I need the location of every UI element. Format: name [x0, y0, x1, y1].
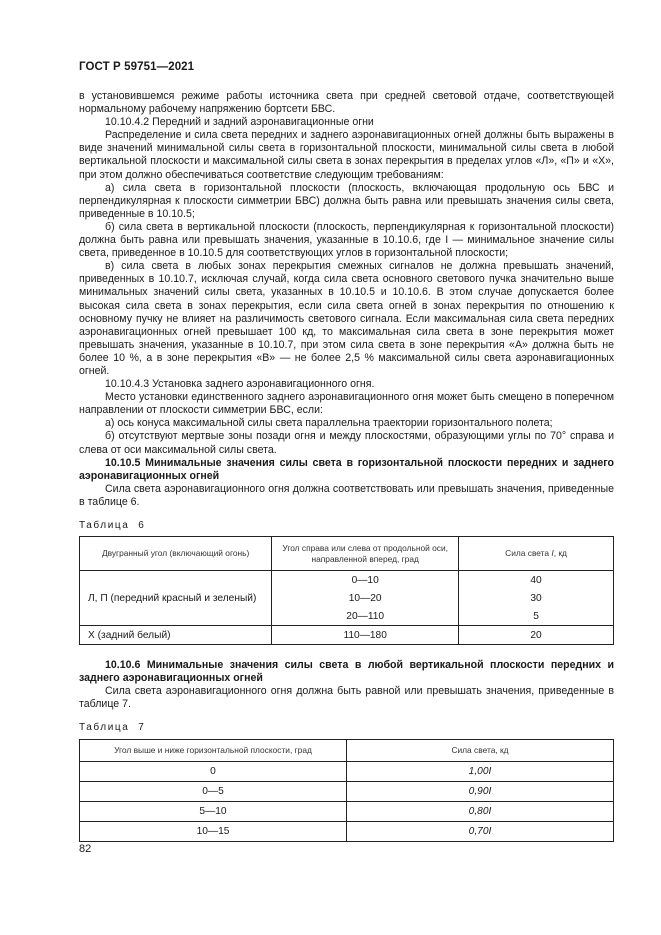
document-body: [79, 90, 614, 842]
table-cell: 30: [459, 589, 614, 607]
paragraph: Место установки единственного заднего аэронавигационного огня может быть смещено в поперечном направлении от плоскости симметрии БВС, если:: [79, 391, 614, 417]
table-header-cell: Сила света I, кд: [459, 537, 614, 571]
table-cell: 20: [459, 626, 614, 645]
table-row: [80, 626, 614, 645]
table-cell: 0: [80, 761, 347, 781]
table-cell: 0,90I: [347, 781, 614, 801]
table-cell: 10—20: [272, 589, 459, 607]
table-row: [80, 571, 614, 590]
list-item: в) сила света в любых зонах перекрытия смежных сигналов не должна превышать значений, приведенных в 10.10.7, исключая случай, когда сила света основного светового пучка значительно выше минимальных значений силы света, указанных в 10.10.5 и 10.10.6. В этом случае допускается более высокая сила света в зонах перекрытия, если сила света огней в зонах перекрытия по отношению к основному пучку не влияет на различимость светового сигнала. Если максимальная сила света передних аэронавигационных огней превышает 100 кд, то максимальная сила света в зоне перекрытия может превышать значения, указанные в 10.10.7, при этом сила света в зоне перекрытия «А» должна быть не более 10 %, а в зоне перекрытия «В» — не более 2,5 % максимальной силы света аэронавигационных огней.: [79, 260, 614, 377]
subsection-heading: 10.10.4.2 Передний и задний аэронавигационные огни: [105, 116, 374, 129]
table-cell: 5: [459, 607, 614, 626]
section-heading: 10.10.6 Минимальные значения силы света в любой вертикальной плоскости передних и заднего аэронавигационных огней: [79, 659, 614, 685]
table-cell: 0—5: [80, 781, 347, 801]
table-header-row: [80, 537, 614, 571]
list-item: б) отсутствуют мертвые зоны позади огня и между плоскостями, образующими углы по 70° справа и слева от оси максимальной силы света.: [79, 430, 614, 456]
table-7: [79, 739, 614, 842]
table-cell: 0,80I: [347, 801, 614, 821]
paragraph: Сила света аэронавигационного огня должна соответствовать или превышать значения, приведенные в таблице 6.: [79, 482, 614, 508]
table-cell: 110—180: [272, 626, 459, 645]
table-caption: [79, 721, 614, 734]
subsection-heading: 10.10.4.3 Установка заднего аэронавигационного огня.: [105, 378, 375, 391]
table-header-cell: Угол выше и ниже горизонтальной плоскости, град: [80, 739, 347, 761]
table-header-row: [80, 739, 614, 761]
table-header-cell: Двугранный угол (включающий огонь): [80, 537, 272, 571]
table-row: [80, 821, 614, 841]
table-row: [80, 781, 614, 801]
paragraph: Сила света аэронавигационного огня должна быть равной или превышать значения, приведенные в таблице 7.: [79, 685, 614, 711]
table-cell: 0,70I: [347, 821, 614, 841]
paragraph: в установившемся режиме работы источника света при средней световой отдаче, соответствующей нормальному рабочему напряжению бортсети БВС.: [79, 90, 614, 116]
table-cell: Х (задний белый): [80, 626, 272, 645]
list-item: а) ось конуса максимальной силы света параллельна траектории горизонтального полета;: [105, 417, 553, 430]
table-row: [80, 801, 614, 821]
table-row: [80, 761, 614, 781]
table-caption-label: Таблица: [79, 722, 130, 734]
table-cell: 0—10: [272, 571, 459, 590]
list-item: а) сила света в горизонтальной плоскости (плоскость, включающая продольную ось БВС и перпендикулярная к плоскости симметрии БВС) должна быть равна или превышать значения силы света, приведенные в 10.10.5;: [79, 181, 614, 220]
table-cell: Л, П (передний красный и зеленый): [80, 571, 272, 626]
page-number: 82: [79, 843, 92, 855]
table-caption-label: Таблица: [79, 520, 130, 531]
table-cell: 1,00I: [347, 761, 614, 781]
table-caption-number: 7: [138, 722, 144, 734]
table-header-cell: Сила света, кд: [347, 739, 614, 761]
table-caption-number: 6: [138, 520, 144, 531]
table-header-cell: Угол справа или слева от продольной оси, направленной вперед, град: [272, 537, 459, 571]
table-cell: 40: [459, 571, 614, 590]
table-cell: 10—15: [80, 821, 347, 841]
table-cell: 20—110: [272, 607, 459, 626]
paragraph: Распределение и сила света передних и заднего аэронавигационных огней должны быть выражены в виде значений минимальной силы света в горизонтальной плоскости, минимальной силы света в любой вертикальной плоскости и максимальной силы света в зонах перекрытия в пределах углов «Л», «П» и «Х», при этом должно обеспечиваться соответствие следующим требованиям:: [79, 129, 614, 181]
table-cell: 5—10: [80, 801, 347, 821]
document-header: ГОСТ Р 59751—2021: [79, 61, 195, 73]
table-6: [79, 536, 614, 645]
section-heading: 10.10.5 Минимальные значения силы света в горизонтальной плоскости передних и заднего аэронавигационных огней: [79, 456, 614, 482]
table-caption: [79, 519, 614, 532]
list-item: б) сила света в вертикальной плоскости (плоскость, перпендикулярная к горизонтальной плоскости) должна быть равна или превышать значения, указанные в 10.10.6, где I — минимальное значение силы света, приведенное в 10.10.5 для соответствующих углов в горизонтальной плоскости;: [79, 220, 614, 260]
